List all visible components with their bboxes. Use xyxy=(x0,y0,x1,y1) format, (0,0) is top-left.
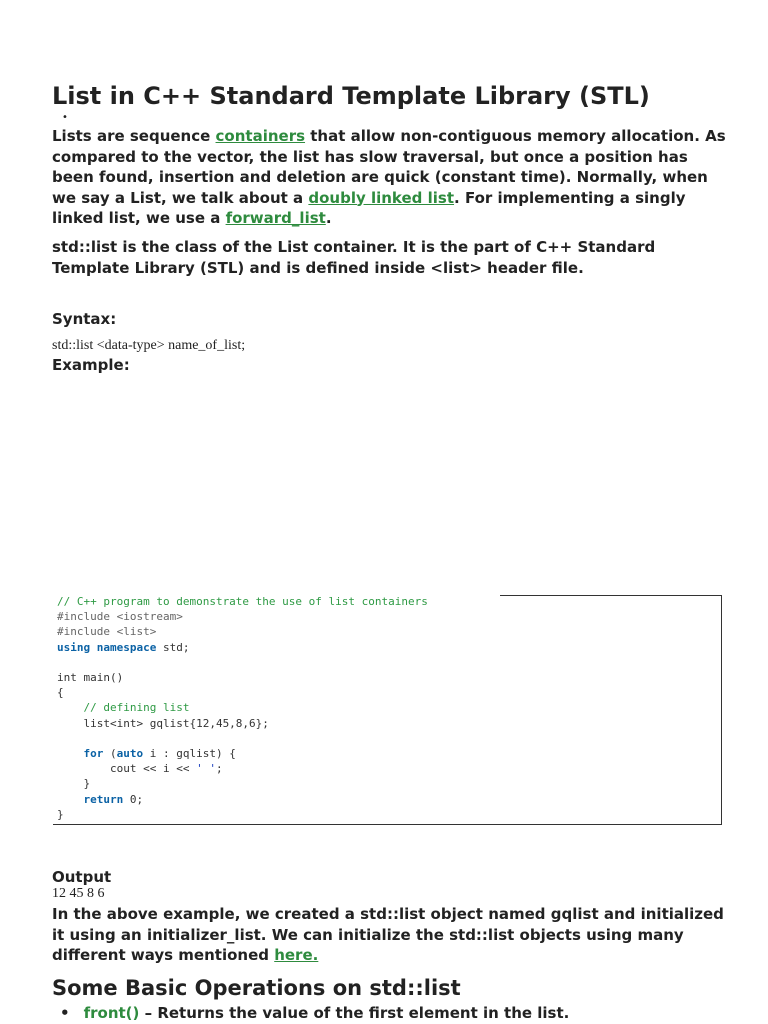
operation-item xyxy=(60,1004,569,1022)
bullet-marker: • xyxy=(62,112,68,123)
syntax-label: Syntax: xyxy=(52,310,117,328)
syntax-code: std::list <data-type> name_of_list; xyxy=(52,338,246,353)
forward-list-link[interactable]: forward_list xyxy=(225,209,326,227)
page-title: List in C++ Standard Template Library (STL) xyxy=(52,82,650,110)
output-label: Output xyxy=(52,868,112,886)
operations-heading: Some Basic Operations on std::list xyxy=(52,976,461,1000)
here-link[interactable]: here. xyxy=(274,946,319,964)
containers-link[interactable]: containers xyxy=(215,127,306,145)
front-function[interactable]: front() xyxy=(83,1004,140,1022)
example-label: Example: xyxy=(52,356,130,374)
intro-paragraph: Lists are sequence containers that allow non-contiguous memory allocation. As compared to the vector, the list has slow traversal, but once a position has been found, insertion and deletion are quick (constant time). Normally, when we say a List, we talk about a doubly linked list. For implementing a singly linked list, we use a forward_list. xyxy=(52,127,726,227)
code-include: #include <iostream> xyxy=(57,610,183,624)
code-declaration: list<int> gqlist{12,45,8,6}; xyxy=(57,716,269,730)
doubly-linked-list-link[interactable]: doubly linked list xyxy=(308,188,455,207)
code-include: #include <list> xyxy=(57,625,157,639)
front-description: – Returns the value of the first element in the list. xyxy=(139,1004,570,1022)
code-main: int main() xyxy=(57,671,124,685)
explanation-paragraph: In the above example, we created a std::list object named gqlist and initialized it using an initializer_list. We can initialize the std::list objects using many different ways mentioned here. xyxy=(52,905,724,964)
bullet-marker: • xyxy=(60,1004,70,1022)
definition-paragraph: std::list is the class of the List container. It is the part of C++ Standard Template Library (STL) and is defined inside <list> header file. xyxy=(52,238,656,277)
code-comment: // defining list xyxy=(57,701,190,715)
code-comment: // C++ program to demonstrate the use of list containers xyxy=(57,595,428,608)
code-block: // C++ program to demonstrate the use of list containers #include <iostream> #include <list> using namespace std; int main() { // defining list list<int> gqlist{12,45,8,6}; for (auto i : gqlist) { cout << i << ' '; } return 0; } xyxy=(57,595,428,821)
output-value: 12 45 8 6 xyxy=(52,886,105,901)
code-block-top-border xyxy=(500,595,722,596)
